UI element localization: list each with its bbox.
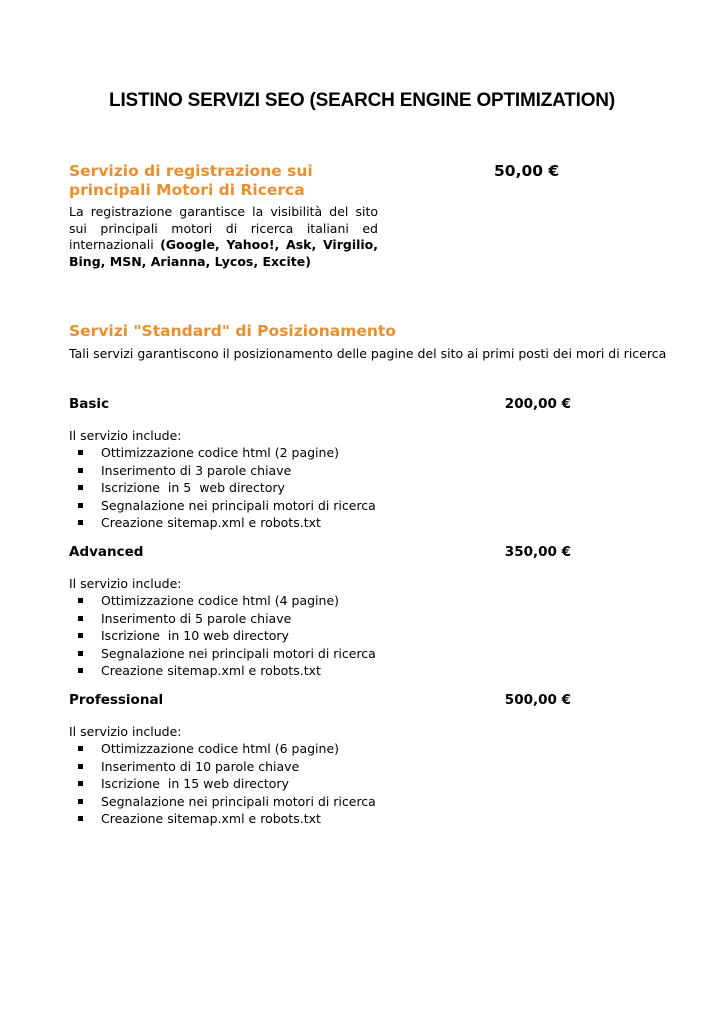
list-item-text: Creazione sitemap.xml e robots.txt (101, 663, 321, 678)
list-item (69, 462, 376, 480)
registration-price: 50,00 € (494, 162, 560, 180)
list-item (69, 662, 376, 680)
standard-description: Tali servizi garantiscono il posizionamento delle pagine del sito ai primi posti dei mori di ricerca (69, 346, 667, 361)
package-feature-list (69, 444, 376, 532)
list-item-text: Inserimento di 5 parole chiave (101, 610, 292, 626)
square-bullet-icon (78, 799, 83, 804)
list-item (69, 610, 376, 628)
package-name: Advanced (69, 544, 144, 560)
square-bullet-icon (78, 520, 83, 525)
square-bullet-icon (78, 598, 83, 603)
list-item (69, 592, 376, 610)
square-bullet-icon (78, 616, 83, 621)
package-intro: Il servizio include: (69, 724, 182, 739)
package-price: 200,00 € (504, 396, 571, 412)
list-item (69, 497, 376, 515)
list-item (69, 479, 376, 497)
list-item (69, 444, 376, 462)
registration-description-text: La registrazione garantisce la visibilità del sito sui principali motori di ricerca italiani ed internazionali (69, 204, 378, 252)
list-item-text: Iscrizione in 10 web directory (101, 628, 289, 643)
list-item-text: Segnalazione nei principali motori di ricerca (101, 793, 376, 809)
list-item-text: Ottimizzazione codice html (2 pagine) (101, 445, 340, 460)
package-name: Professional (69, 692, 164, 708)
list-item (69, 740, 376, 758)
package-intro: Il servizio include: (69, 576, 182, 591)
registration-description (69, 204, 378, 270)
square-bullet-icon (78, 633, 83, 638)
package-price: 500,00 € (504, 692, 571, 708)
standard-heading: Servizi "Standard" di Posizionamento (69, 322, 396, 340)
registration-heading-line1: Servizio di registrazione sui (69, 162, 313, 180)
list-item (69, 758, 376, 776)
list-item (69, 627, 376, 645)
square-bullet-icon (78, 651, 83, 656)
square-bullet-icon (78, 781, 83, 786)
package-price: 350,00 € (504, 544, 571, 560)
list-item-text: Segnalazione nei principali motori di ricerca (101, 645, 376, 661)
registration-heading (69, 162, 369, 200)
registration-heading-line2: principali Motori di Ricerca (69, 181, 305, 199)
square-bullet-icon (78, 816, 83, 821)
square-bullet-icon (78, 764, 83, 769)
list-item-text: Iscrizione in 5 web directory (101, 480, 285, 495)
list-item-text: Ottimizzazione codice html (6 pagine) (101, 741, 340, 756)
package-intro: Il servizio include: (69, 428, 182, 443)
list-item-text: Creazione sitemap.xml e robots.txt (101, 515, 321, 530)
registration-engines: (Google, Yahoo!, Ask, Virgilio, Bing, MSN, Arianna, Lycos, Excite) (69, 237, 379, 269)
package-feature-list (69, 592, 376, 680)
list-item (69, 645, 376, 663)
square-bullet-icon (78, 450, 83, 455)
list-item-text: Inserimento di 10 parole chiave (101, 758, 300, 774)
list-item (69, 793, 376, 811)
package-feature-list (69, 740, 376, 828)
square-bullet-icon (78, 468, 83, 473)
list-item-text: Segnalazione nei principali motori di ricerca (101, 497, 376, 513)
list-item (69, 514, 376, 532)
list-item-text: Creazione sitemap.xml e robots.txt (101, 811, 321, 826)
package-name: Basic (69, 396, 110, 412)
list-item (69, 810, 376, 828)
list-item-text: Ottimizzazione codice html (4 pagine) (101, 593, 340, 608)
list-item-text: Iscrizione in 15 web directory (101, 776, 289, 791)
square-bullet-icon (78, 503, 83, 508)
square-bullet-icon (78, 668, 83, 673)
page-title: LISTINO SERVIZI SEO (SEARCH ENGINE OPTIMIZATION) (109, 90, 615, 111)
square-bullet-icon (78, 485, 83, 490)
list-item (69, 775, 376, 793)
list-item-text: Inserimento di 3 parole chiave (101, 462, 292, 478)
square-bullet-icon (78, 746, 83, 751)
